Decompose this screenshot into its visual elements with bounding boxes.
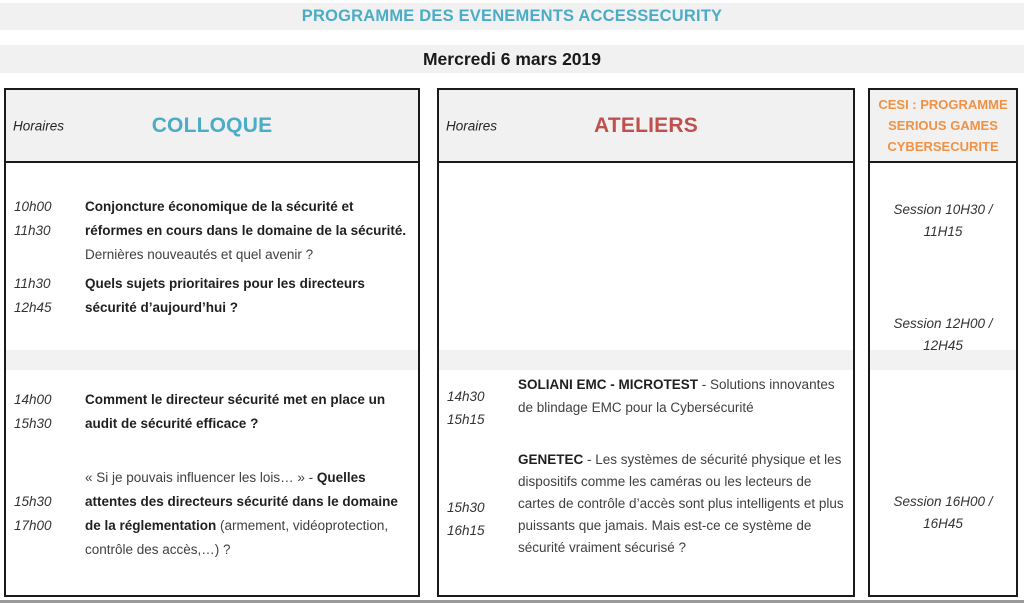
page-title [0, 3, 1024, 30]
session-time-range: 16H45 [923, 516, 963, 531]
ateliers-row-2-times [439, 449, 518, 542]
colloque-row-1 [6, 195, 418, 267]
time-end: 16h15 [447, 523, 485, 538]
colloque-row-4-times [6, 466, 85, 538]
cesi-session-1 [870, 199, 1016, 243]
colloque-hours-label: Horaires [13, 118, 65, 133]
time-start: 14h30 [447, 389, 485, 404]
colloque-row-3 [6, 388, 418, 436]
ateliers-header [439, 90, 853, 163]
colloque-title: COLLOQUE [151, 113, 273, 137]
cesi-session-3 [870, 491, 1016, 535]
cesi-header [870, 90, 1016, 163]
ateliers-row-1-text: SOLIANI EMC - MICROTEST - Solutions innovantes de blindage EMC pour la Cybersécurité [518, 377, 835, 415]
colloque-row-3-text: Comment le directeur sécurité met en place un audit de sécurité efficace ? [85, 392, 386, 431]
time-start: 11h30 [14, 276, 51, 291]
colloque-row-2-times [6, 272, 85, 320]
time-end: 15h15 [447, 412, 485, 427]
colloque-header [6, 90, 418, 163]
time-start: 15h30 [447, 500, 485, 515]
colloque-break-band [6, 350, 418, 370]
date-header-text: Mercredi 6 mars 2019 [422, 48, 602, 69]
session-time-range: 11H15 [923, 224, 963, 239]
session-time-range: Session 12H00 / [893, 316, 993, 331]
colloque-row-3-times [6, 388, 85, 436]
colloque-row-1-text: Conjoncture économique de la sécurité et réformes en cours dans le domaine de la sécurité. Dernières nouveautés et quel avenir ? [85, 199, 407, 262]
colloque-row-4 [6, 466, 418, 562]
ateliers-row-1-times [439, 373, 518, 431]
cesi-title-line-2: SERIOUS GAMES [888, 118, 998, 133]
cesi-title-line-1: CESI : PROGRAMME [878, 97, 1008, 112]
session-time-range: Session 10H30 / [893, 202, 993, 217]
time-start: 10h00 [14, 199, 52, 214]
colloque-row-4-text: « Si je pouvais influencer les lois… » - Quelles attentes des directeurs sécurité dans le domaine de la réglementation (armement, vidéoprotection, contrôle des accès,…) ? [85, 470, 398, 557]
cesi-body [870, 163, 1016, 593]
time-end: 11h30 [14, 223, 51, 238]
page-title-text: PROGRAMME DES EVENEMENTS ACCESSECURITY [301, 7, 723, 25]
ateliers-hours-label: Horaires [446, 118, 498, 133]
ateliers-title: ATELIERS [594, 113, 698, 137]
time-end: 15h30 [14, 416, 52, 431]
time-start: 14h00 [14, 392, 52, 407]
session-time-range: 12H45 [923, 338, 963, 353]
cesi-session-2 [870, 313, 1016, 357]
ateliers-row-1 [439, 373, 853, 431]
ateliers-row-2 [439, 449, 853, 559]
cesi-table [868, 88, 1018, 597]
ateliers-body [439, 163, 853, 593]
session-time-range: Session 16H00 / [893, 494, 993, 509]
colloque-row-2-text: Quels sujets prioritaires pour les directeurs sécurité d’aujourd’hui ? [85, 276, 365, 315]
colloque-row-2 [6, 272, 418, 320]
ateliers-table [437, 88, 855, 597]
time-start: 15h30 [14, 494, 52, 509]
cesi-title-line-3: CYBERSECURITE [887, 139, 999, 154]
colloque-row-1-times [6, 195, 85, 243]
time-end: 17h00 [14, 518, 52, 533]
ateliers-break-band [439, 350, 853, 370]
colloque-body [6, 163, 418, 593]
ateliers-row-2-text: GENETEC - Les systèmes de sécurité physique et les dispositifs comme les caméras ou les lecteurs de cartes de contrôle d’accès sont plus intelligents et plus puissants que jamais. Mais est-ce ce système de sécurité vraiment sécurisé ? [518, 452, 844, 555]
time-end: 12h45 [14, 300, 52, 315]
colloque-table [4, 88, 420, 597]
date-header [0, 45, 1024, 73]
